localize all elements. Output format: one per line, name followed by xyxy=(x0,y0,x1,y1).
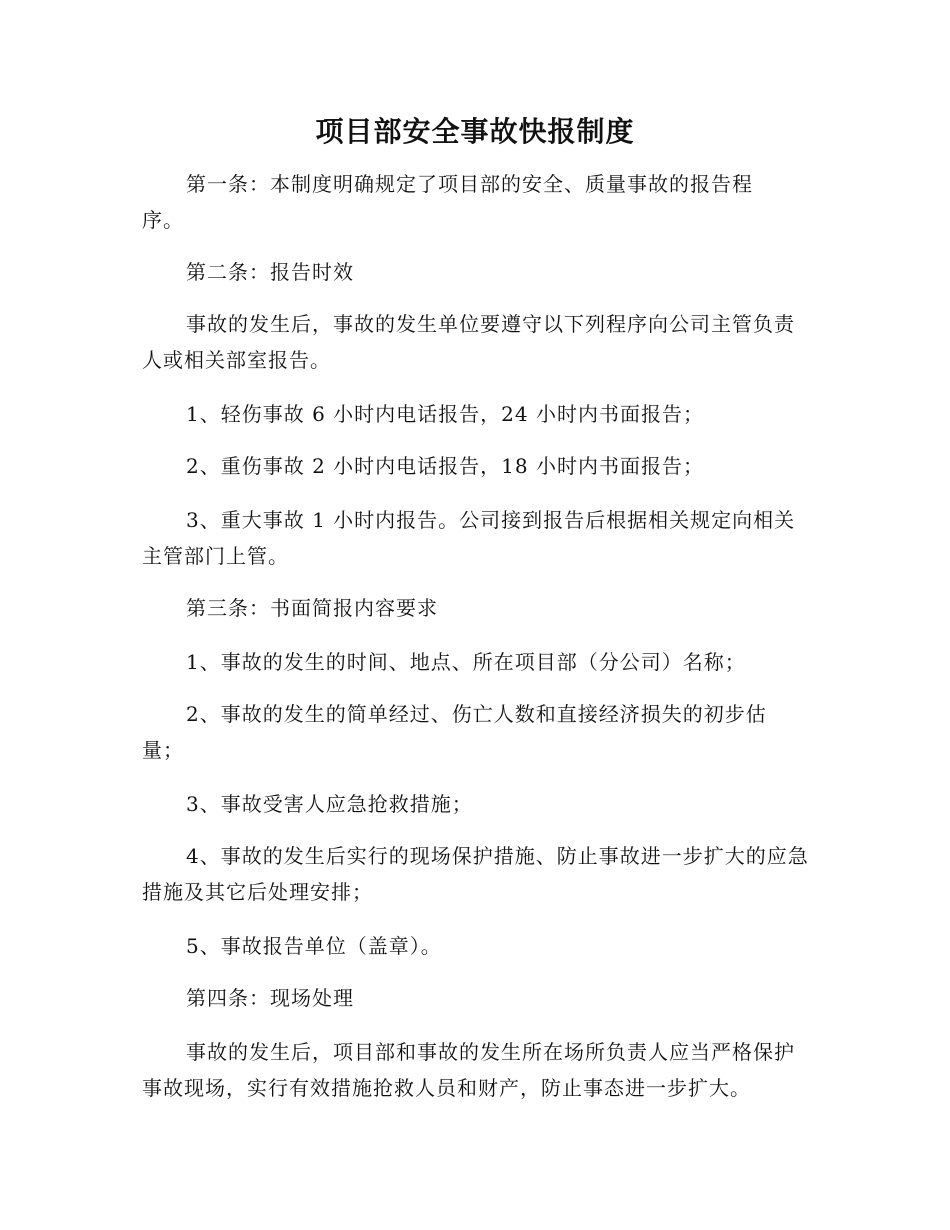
paragraph-article-2-body: 事故的发生后，事故的发生单位要遵守以下列程序向公司主管负责人或相关部室报告。 xyxy=(142,312,795,372)
paragraph-article-4-heading: 第四条：现场处理 xyxy=(186,986,354,1010)
document-title: 项目部安全事故快报制度 xyxy=(315,115,635,148)
paragraph-article-1: 第一条：本制度明确规定了项目部的安全、质量事故的报告程序。 xyxy=(142,172,753,232)
paragraph-article-2-item-1: 1、轻伤事故 6 小时内电话报告，24 小时内书面报告； xyxy=(186,402,704,426)
paragraph-article-2-heading: 第二条：报告时效 xyxy=(186,260,354,284)
paragraph-article-2-item-2: 2、重伤事故 2 小时内电话报告，18 小时内书面报告； xyxy=(186,454,704,478)
paragraph-article-4-body: 事故的发生后，项目部和事故的发生所在场所负责人应当严格保护事故现场，实行有效措施抢救人员和财产，防止事态进一步扩大。 xyxy=(142,1040,795,1100)
paragraph-article-3-item-4: 4、事故的发生后实行的现场保护措施、防止事故进一步扩大的应急措施及其它后处理安排； xyxy=(142,844,809,904)
paragraph-article-2-item-3: 3、重大事故 1 小时内报告。公司接到报告后根据相关规定向相关主管部门上管。 xyxy=(142,508,796,568)
paragraph-article-3-heading: 第三条：书面简报内容要求 xyxy=(186,596,438,620)
paragraph-article-3-item-2: 2、事故的发生的简单经过、伤亡人数和直接经济损失的初步估量； xyxy=(142,702,767,762)
paragraph-article-3-item-5: 5、事故报告单位（盖章）。 xyxy=(186,934,442,958)
paragraph-article-3-item-1: 1、事故的发生的时间、地点、所在项目部（分公司）名称； xyxy=(186,650,746,674)
paragraph-article-3-item-3: 3、事故受害人应急抢救措施； xyxy=(186,792,473,816)
